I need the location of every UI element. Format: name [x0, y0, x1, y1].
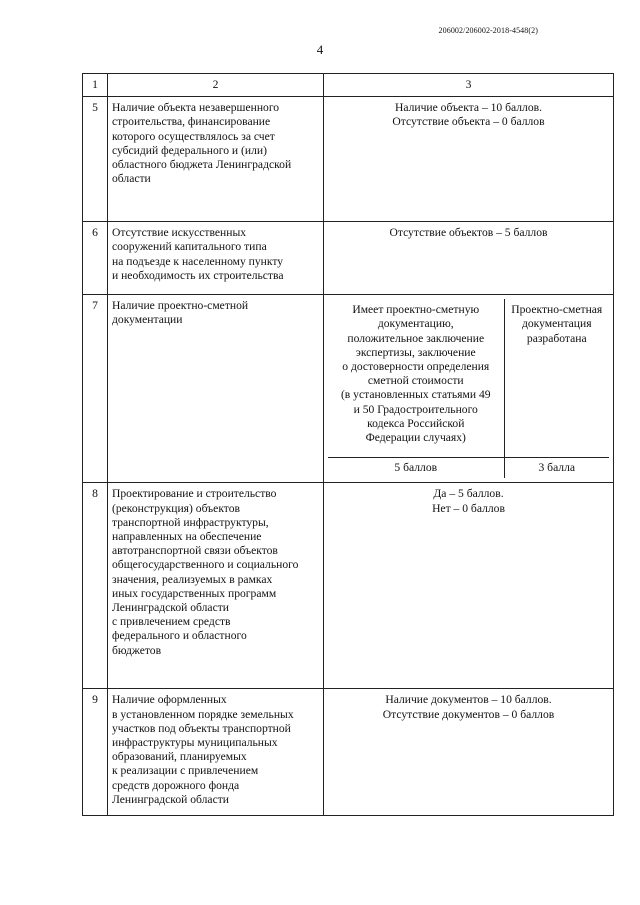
- criterion-line: (реконструкция) объектов: [112, 501, 240, 515]
- row-number: 9: [83, 689, 108, 816]
- score-cell: [324, 222, 614, 295]
- option-line: разработана: [526, 331, 587, 345]
- option-line: Проектно-сметная: [511, 303, 603, 317]
- points-documented: 5 баллов: [328, 458, 504, 479]
- criteria-table: [82, 73, 614, 816]
- criterion-cell: [108, 97, 324, 222]
- score-line: Отсутствие документов – 0 баллов: [382, 707, 555, 721]
- points-developed: 3 балла: [504, 458, 609, 479]
- row-number: 5: [83, 97, 108, 222]
- criterion-line: бюджетов: [112, 643, 162, 657]
- criterion-line: Наличие оформленных: [112, 693, 227, 707]
- table-row: [83, 222, 614, 295]
- criterion-line: сооружений капитального типа: [112, 240, 267, 254]
- row-number: 7: [83, 295, 108, 483]
- score-line: Наличие документов – 10 баллов.: [385, 693, 552, 707]
- criterion-line: значения, реализуемых в рамках: [112, 572, 273, 586]
- criterion-line: на подъезде к населенному пункту: [112, 254, 284, 268]
- criterion-line: общегосударственного и социального: [112, 558, 299, 572]
- criterion-cell: [108, 689, 324, 816]
- criterion-line: Проектирование и строительство: [112, 487, 277, 501]
- criterion-line: субсидий федерального и (или): [112, 143, 267, 157]
- document-number: 206002/206002-2018-4548(2): [438, 26, 538, 35]
- criterion-line: с привлечением средств: [112, 615, 231, 629]
- option-developed: [504, 299, 609, 458]
- row-number: 6: [83, 222, 108, 295]
- criterion-line: документации: [112, 313, 183, 327]
- score-cell: [324, 483, 614, 689]
- criterion-line: образований, планируемых: [112, 750, 247, 764]
- table-row: [83, 295, 614, 483]
- page-number: 4: [316, 42, 324, 57]
- score-cell: [324, 295, 614, 483]
- criterion-line: к реализации с привлечением: [112, 764, 259, 778]
- criterion-line: Ленинградской области: [112, 601, 229, 615]
- criterion-line: направленных на обеспечение: [112, 530, 262, 544]
- criterion-line: транспортной инфраструктуры,: [112, 515, 269, 529]
- header-col-3: 3: [324, 74, 614, 97]
- criterion-line: инфраструктуры муниципальных: [112, 736, 278, 750]
- option-line: положительное заключение: [347, 331, 485, 345]
- score-cell: [324, 689, 614, 816]
- table-row: [83, 689, 614, 816]
- score-line: Нет – 0 баллов: [432, 501, 505, 515]
- row-number: 8: [83, 483, 108, 689]
- table-row: [83, 97, 614, 222]
- criterion-cell: [108, 483, 324, 689]
- criterion-line: строительства, финансирование: [112, 115, 271, 129]
- score-subtable: [328, 299, 609, 478]
- option-line: и 50 Градостроительного: [353, 402, 478, 416]
- criterion-line: Отсутствие искусственных: [112, 226, 247, 240]
- score-cell: [324, 97, 614, 222]
- criterion-line: иных государственных программ: [112, 586, 277, 600]
- option-documented: [328, 299, 504, 458]
- criterion-line: средств дорожного фонда: [112, 778, 240, 792]
- option-line: экспертизы, заключение: [355, 345, 476, 359]
- score-line: Отсутствие объектов – 5 баллов: [389, 226, 548, 240]
- option-line: Федерации случаях): [365, 431, 466, 445]
- criterion-line: Наличие проектно-сметной: [112, 299, 249, 313]
- criterion-cell: [108, 295, 324, 483]
- criterion-line: области: [112, 172, 151, 186]
- option-line: документацию,: [377, 317, 454, 331]
- header-col-1: 1: [83, 74, 108, 97]
- criterion-line: Наличие объекта незавершенного: [112, 101, 280, 115]
- criterion-line: которого осуществлялось за счет: [112, 129, 275, 143]
- criterion-line: областного бюджета Ленинградской: [112, 158, 292, 172]
- option-line: (в установленных статьями 49: [340, 388, 491, 402]
- criterion-line: федерального и областного: [112, 629, 247, 643]
- option-line: Имеет проектно-сметную: [352, 303, 480, 317]
- criterion-line: в установленном порядке земельных: [112, 707, 294, 721]
- criterion-line: Ленинградской области: [112, 792, 229, 806]
- header-col-2: 2: [108, 74, 324, 97]
- table-row: [83, 483, 614, 689]
- option-line: о достоверности определения: [342, 360, 490, 374]
- option-line: документация: [521, 317, 592, 331]
- option-line: сметной стоимости: [367, 374, 464, 388]
- score-line: Отсутствие объекта – 0 баллов: [392, 115, 545, 129]
- option-line: кодекса Российской: [367, 416, 465, 430]
- score-line: Да – 5 баллов.: [433, 487, 504, 501]
- criterion-line: участков под объекты транспортной: [112, 721, 291, 735]
- criterion-line: и необходимость их строительства: [112, 268, 284, 282]
- criterion-line: автотранспортной связи объектов: [112, 544, 278, 558]
- table-header-row: [83, 74, 614, 97]
- criterion-cell: [108, 222, 324, 295]
- score-line: Наличие объекта – 10 баллов.: [394, 101, 543, 115]
